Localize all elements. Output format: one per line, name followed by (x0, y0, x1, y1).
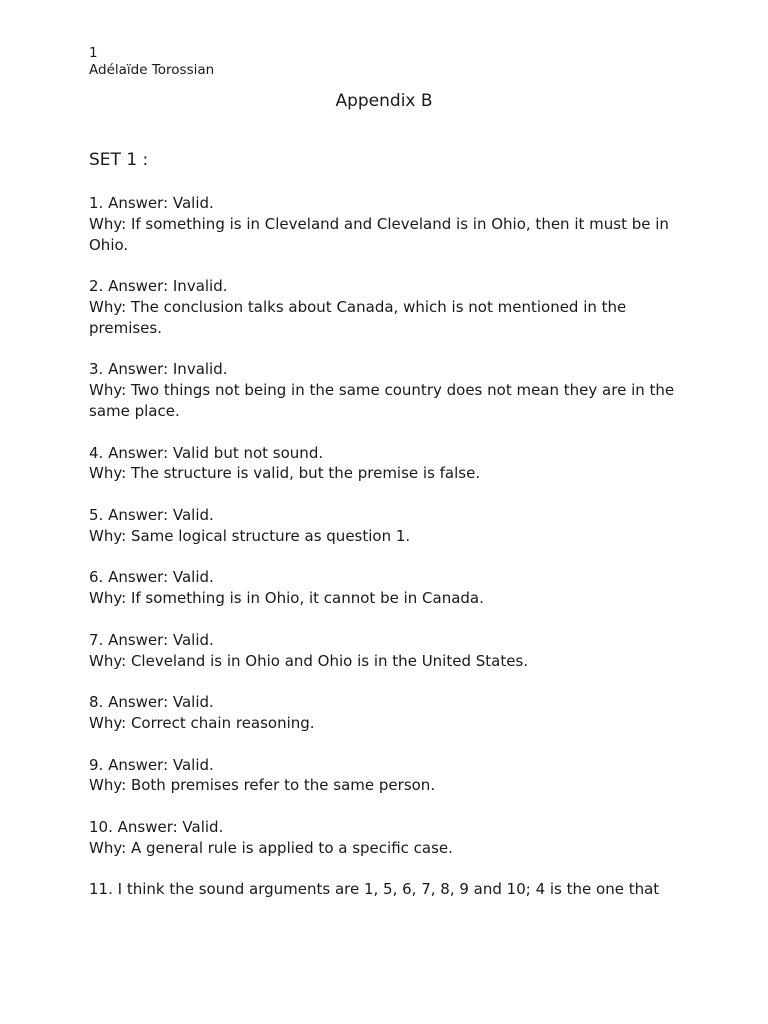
closing-line: 11. I think the sound arguments are 1, 5, 6, 7, 8, 9 and 10; 4 is the one that (89, 880, 660, 899)
answer-item-7 (89, 630, 679, 672)
page-header (89, 45, 214, 79)
why-line: Why: If something is in Ohio, it cannot be in Canada. (89, 589, 484, 608)
page-number: 1 (89, 45, 98, 61)
why-line: Why: Correct chain reasoning. (89, 713, 315, 732)
answer-line: 6. Answer: Valid. (89, 568, 214, 587)
answer-item-6 (89, 567, 679, 609)
why-line: Why: Cleveland is in Ohio and Ohio is in the United States. (89, 651, 529, 670)
why-line: Why: If something is in Cleveland and Cleveland is in Ohio, then it must be in Ohio. (89, 214, 669, 254)
closing-paragraph (89, 879, 679, 900)
answer-line: 4. Answer: Valid but not sound. (89, 443, 324, 462)
why-line: Why: A general rule is applied to a specific case. (89, 838, 453, 857)
answer-item-8 (89, 692, 679, 734)
why-line: Why: Both premises refer to the same person. (89, 776, 436, 795)
author-name: Adélaïde Torossian (89, 62, 215, 78)
answers-list (89, 193, 679, 921)
answer-item-9 (89, 755, 679, 797)
why-line: Why: The conclusion talks about Canada, which is not mentioned in the premises. (89, 297, 627, 337)
answer-line: 1. Answer: Valid. (89, 194, 214, 212)
answer-line: 2. Answer: Invalid. (89, 277, 228, 296)
answer-item-2 (89, 276, 679, 338)
answer-line: 8. Answer: Valid. (89, 693, 214, 712)
answer-line: 7. Answer: Valid. (89, 630, 214, 649)
answer-item-3 (89, 359, 679, 421)
answer-item-4 (89, 443, 679, 485)
why-line: Why: Two things not being in the same country does not mean they are in the same place. (89, 381, 675, 420)
answer-item-10 (89, 817, 679, 859)
answer-item-5 (89, 505, 679, 547)
page-title: Appendix B (335, 91, 433, 111)
answer-line: 9. Answer: Valid. (89, 755, 214, 774)
answer-line: 3. Answer: Invalid. (89, 360, 228, 379)
why-line: Why: Same logical structure as question 1. (89, 526, 411, 545)
answer-line: 5. Answer: Valid. (89, 505, 214, 524)
why-line: Why: The structure is valid, but the premise is false. (89, 464, 481, 483)
set-heading: SET 1 : (89, 150, 149, 170)
answer-item-1 (89, 193, 679, 255)
answer-line: 10. Answer: Valid. (89, 817, 224, 836)
